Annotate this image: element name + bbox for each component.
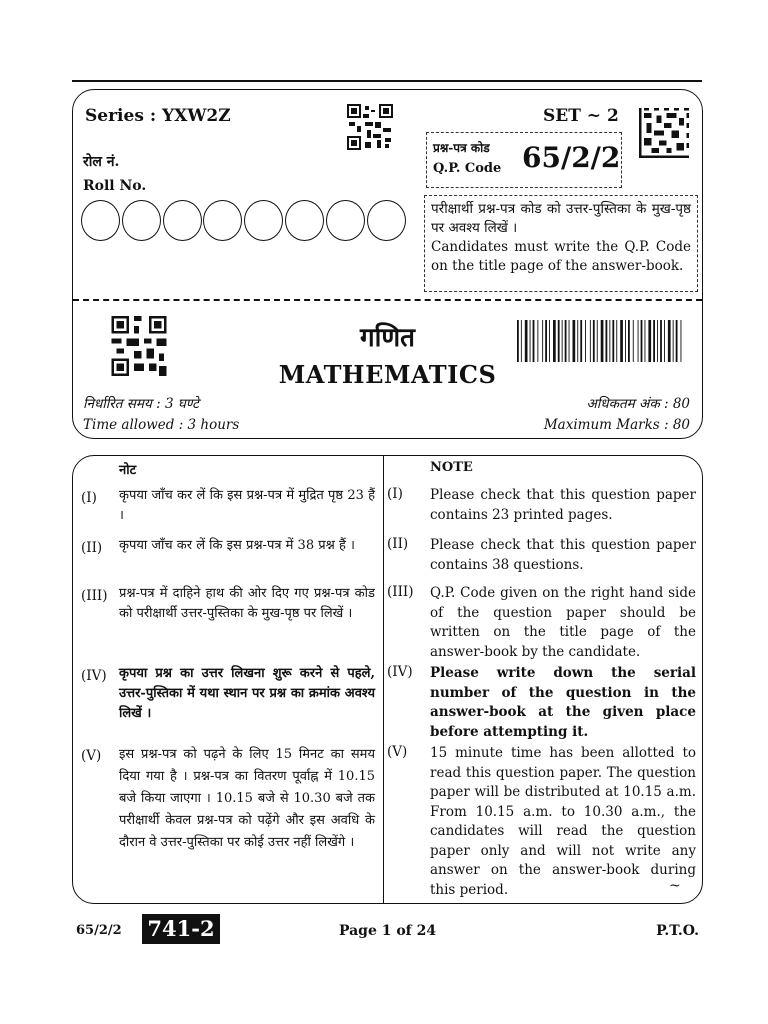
series-label: Series : YXW2Z <box>85 106 231 126</box>
instruction-hindi: परीक्षार्थी प्रश्न-पत्र कोड को उत्तर-पुस्तिका के मुख-पृष्ठ पर अवश्य लिखें । <box>431 201 691 236</box>
page-footer <box>72 914 703 946</box>
note-text-english: 15 minute time has been allotted to read this question paper. The question paper will be distributed at 10.15 a.m. From 10.15 a.m. to 10.30 a.m., the candidates will read the question paper only and will not write any answer on the answer-book during this period. <box>430 745 696 898</box>
time-allowed-english: Time allowed : 3 hours <box>83 417 240 433</box>
note-text-hindi: इस प्रश्न-पत्र को पढ़ने के लिए 15 मिनट का समय दिया गया है । प्रश्न-पत्र का वितरण पूर्वाह्न में 10.15 बजे किया जाएगा । 10.15 बजे से 10.30 बजे तक परीक्षार्थी केवल प्रश्न-पत्र को पढ़ेंगे और इस अवधि के दौरान वे उत्तर-पुस्तिका पर कोई उत्तर नहीं लिखेंगे । <box>119 747 375 850</box>
note-text-hindi: कृपया जाँच कर लें कि इस प्रश्न-पत्र में 38 प्रश्न हैं । <box>119 538 355 553</box>
notes-title-hindi: नोट <box>119 463 137 478</box>
roll-digit-circle <box>285 200 324 241</box>
page-number: Page 1 of 24 <box>338 923 437 939</box>
barcode-icon <box>517 320 687 362</box>
note-text-hindi: प्रश्न-पत्र में दाहिने हाथ की ओर दिए गए प्रश्न-पत्र कोड को परीक्षार्थी उत्तर-पुस्तिका के मुख-पृष्ठ पर लिखें । <box>119 586 375 621</box>
roll-digit-circle <box>81 200 120 241</box>
max-marks-hindi: अधिकतम अंक : 80 <box>586 396 690 412</box>
note-text-hindi: कृपया जाँच कर लें कि इस प्रश्न-पत्र में मुद्रित पृष्ठ 23 हैं । <box>119 488 375 523</box>
note-text-english: Please check that this question paper contains 23 printed pages. <box>430 487 696 523</box>
note-number: (I) <box>81 490 97 506</box>
qr-code-icon <box>347 104 393 150</box>
qp-code-box <box>426 132 622 188</box>
roll-digit-circle <box>122 200 161 241</box>
note-text-english: Please write down the serial number of the question in the answer-book at the given place before attempting it. <box>430 665 696 740</box>
note-number: (II) <box>387 536 409 552</box>
note-number: (III) <box>387 584 414 600</box>
roll-number-circles <box>81 200 407 241</box>
note-number: (II) <box>81 540 103 556</box>
note-text-english: Please check that this question paper contains 38 questions. <box>430 537 696 573</box>
roll-digit-circle <box>163 200 202 241</box>
set-label: SET ~ 2 <box>543 106 619 126</box>
qp-instruction-box <box>424 195 698 292</box>
note-number: (IV) <box>81 668 107 684</box>
note-number: (III) <box>81 588 108 604</box>
header-box <box>72 89 703 439</box>
note-number: (IV) <box>387 664 413 680</box>
footer-qp-code: 65/2/2 <box>76 923 122 938</box>
note-number: (V) <box>387 744 408 760</box>
top-rule <box>72 80 702 82</box>
note-text-hindi: कृपया प्रश्न का उत्तर लिखना शुरू करने से पहले, उत्तर-पुस्तिका में यथा स्थान पर प्रश्न का क्रमांक अवश्य लिखें । <box>119 666 375 721</box>
note-number: (I) <box>387 486 403 502</box>
notes-title-english: NOTE <box>430 460 473 475</box>
time-allowed-hindi: निर्धारित समय : 3 घण्टे <box>83 396 199 412</box>
roll-digit-circle <box>203 200 242 241</box>
roll-label-english: Roll No. <box>83 178 147 194</box>
note-text-english: Q.P. Code given on the right hand side of the question paper should be written on the title page of the answer-book by the candidate. <box>430 585 696 660</box>
roll-label-hindi: रोल नं. <box>83 154 120 170</box>
dashed-divider <box>73 299 702 301</box>
roll-digit-circle <box>326 200 365 241</box>
pto-label: P.T.O. <box>656 923 699 939</box>
subject-title-english: MATHEMATICS <box>278 360 497 389</box>
notes-box <box>72 455 703 904</box>
footer-code-box: 741-2 <box>142 914 220 944</box>
note-number: (V) <box>81 748 102 764</box>
data-matrix-icon <box>639 108 689 158</box>
instruction-english: Candidates must write the Q.P. Code on the title page of the answer-book. <box>431 239 691 274</box>
qp-label-hindi: प्रश्न-पत्र कोड <box>433 141 490 155</box>
roll-digit-circle <box>367 200 406 241</box>
qp-label-english: Q.P. Code <box>433 161 502 176</box>
continuation-tilde: ~ <box>669 878 681 894</box>
max-marks-english: Maximum Marks : 80 <box>543 417 690 433</box>
roll-digit-circle <box>244 200 283 241</box>
subject-title-hindi: गणित <box>360 323 415 353</box>
column-divider <box>383 456 384 903</box>
qp-code-value: 65/2/2 <box>522 141 621 174</box>
